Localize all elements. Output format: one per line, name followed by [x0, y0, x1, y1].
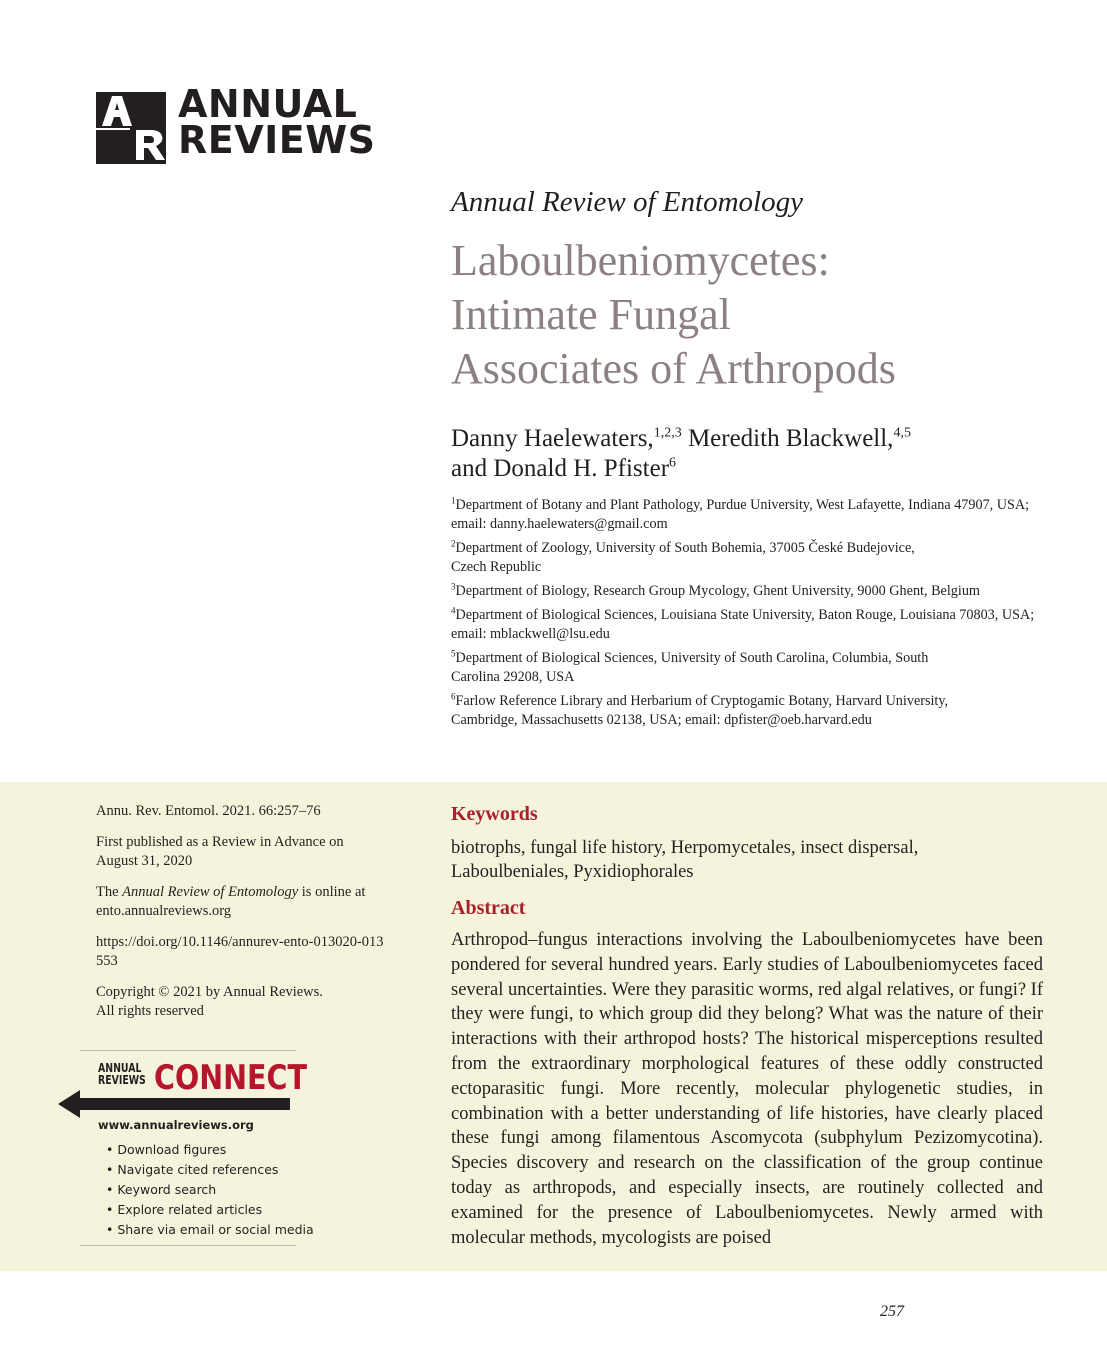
author-affil-ref: 6 [669, 455, 677, 471]
divider [80, 1050, 296, 1051]
affiliation-text: Department of Botany and Plant Pathology, Purdue University, West Lafayette, Indiana 47907, USA; email: danny.haelewaters@gmail.com [451, 497, 1030, 532]
abstract-text: Arthropod–fungus interactions involving the Laboulbeniomycetes have been pondered for several hundred years. Early studies of Laboulbeniomycetes faced several uncertainties. Were they parasitic worms, red algal relatives, or fungi? If they were fungi, to which group did they belong? What was the nature of their interactions with their arthropod hosts? The historical misperceptions resulted from the extraordinary morphological features of these oddly constructed ectoparasitic fungi. More recently, molecular phylogenetic studies, in combination with a better understanding of life histories, have clearly placed these fungi among filamentous Ascomycota (subphylum Pezizomycotina). Species discovery and research on the classification of the group continue today as arthropods, and especially insects, are routinely collected and examined for the presence of Laboulbeniomycetes. Newly armed with molecular methods, mycologists are poised [451, 930, 1043, 1248]
journal-name: Annual Review of Entomology [451, 186, 803, 218]
affiliations [451, 496, 1051, 735]
connect-brand-line: REVIEWS [98, 1073, 146, 1087]
affiliation-text: Department of Zoology, University of South Bohemia, 37005 České Budejovice, Czech Republic [451, 540, 915, 575]
annual-reviews-connect-box [58, 1050, 314, 1246]
author-affil-ref: 1,2,3 [653, 425, 682, 441]
affiliation-number: 5 [451, 648, 456, 659]
citation: Annu. Rev. Entomol. 2021. 66:257–76 [96, 803, 321, 819]
author-name: Meredith Blackwell, [681, 425, 894, 452]
connect-url[interactable]: www.annualreviews.org [98, 1118, 254, 1132]
logo-wordmark [178, 82, 376, 162]
copyright [96, 983, 396, 1021]
article-info-sidebar [96, 802, 396, 1033]
rights-text: All rights reserved [96, 1003, 204, 1019]
affiliation [451, 582, 1051, 601]
affiliation [451, 649, 931, 687]
article-title [451, 234, 1051, 396]
list-item: • Download figures [106, 1142, 227, 1157]
authors [451, 424, 1071, 484]
affiliation-number: 1 [451, 495, 456, 506]
online-text: is online at ento.annualreviews.org [96, 884, 366, 919]
annual-reviews-logo [96, 82, 376, 166]
page-number: 257 [880, 1303, 904, 1320]
divider [80, 1245, 296, 1246]
online-notice [96, 883, 376, 921]
title-line: Laboulbeniomycetes: [451, 236, 830, 285]
copyright-text: Copyright © 2021 by Annual Reviews. [96, 984, 323, 1000]
publication-date: First published as a Review in Advance on August 31, 2020 [96, 834, 344, 869]
list-item: • Navigate cited references [106, 1162, 279, 1177]
abstract-column [451, 800, 1043, 1248]
affiliation-text: Farlow Reference Library and Herbarium of Cryptogamic Botany, Harvard University, Cambridge, Massachusetts 02138, USA; email: dpfister@oeb.harvard.edu [451, 693, 949, 728]
affiliation-text: Department of Biological Sciences, Louisiana State University, Baton Rouge, Louisiana 70803, USA; email: mblackwell@lsu.edu [451, 607, 1035, 642]
affiliation-text: Department of Biological Sciences, University of South Carolina, Columbia, South Carolina 29208, USA [451, 650, 929, 685]
connect-brand-line: ANNUAL [98, 1061, 142, 1075]
keywords-heading: Keywords [451, 803, 538, 825]
affiliation-text: Department of Biology, Research Group Mycology, Ghent University, 9000 Ghent, Belgium [455, 583, 980, 599]
affiliation [451, 496, 1051, 534]
list-item: • Share via email or social media [106, 1222, 314, 1237]
author-name: Danny Haelewaters, [451, 425, 654, 452]
affiliation [451, 606, 1051, 644]
connect-features [106, 1140, 314, 1240]
online-journal: Annual Review of Entomology [122, 884, 299, 900]
arrow-left-icon [58, 1090, 290, 1118]
affiliation-number: 3 [451, 581, 456, 592]
list-item: • Keyword search [106, 1182, 217, 1197]
abstract-heading: Abstract [451, 897, 526, 919]
title-line: Associates of Arthropods [451, 344, 896, 393]
annual-reviews-ar-logo-icon [96, 92, 166, 164]
affiliation-number: 4 [451, 605, 456, 616]
author-affil-ref: 4,5 [893, 425, 911, 441]
logo-line-1: ANNUAL [178, 82, 358, 126]
connect-brand [98, 1062, 146, 1086]
affiliation [451, 692, 1011, 730]
affiliation-number: 6 [451, 691, 456, 702]
connect-wordmark: CONNECT [154, 1058, 307, 1098]
title-line: Intimate Fungal [451, 290, 731, 339]
online-text: The [96, 884, 123, 900]
author-name: and Donald H. Pfister [451, 455, 670, 482]
affiliation-number: 2 [451, 538, 456, 549]
affiliation [451, 539, 951, 577]
keywords-text: biotrophs, fungal life history, Herpomycetales, insect dispersal, Laboulbeniales, Pyxidiophorales [451, 838, 919, 882]
doi-link[interactable]: https://doi.org/10.1146/annurev-ento-013020-013553 [96, 934, 384, 969]
logo-line-2: REVIEWS [178, 118, 376, 162]
list-item: • Explore related articles [106, 1202, 263, 1217]
